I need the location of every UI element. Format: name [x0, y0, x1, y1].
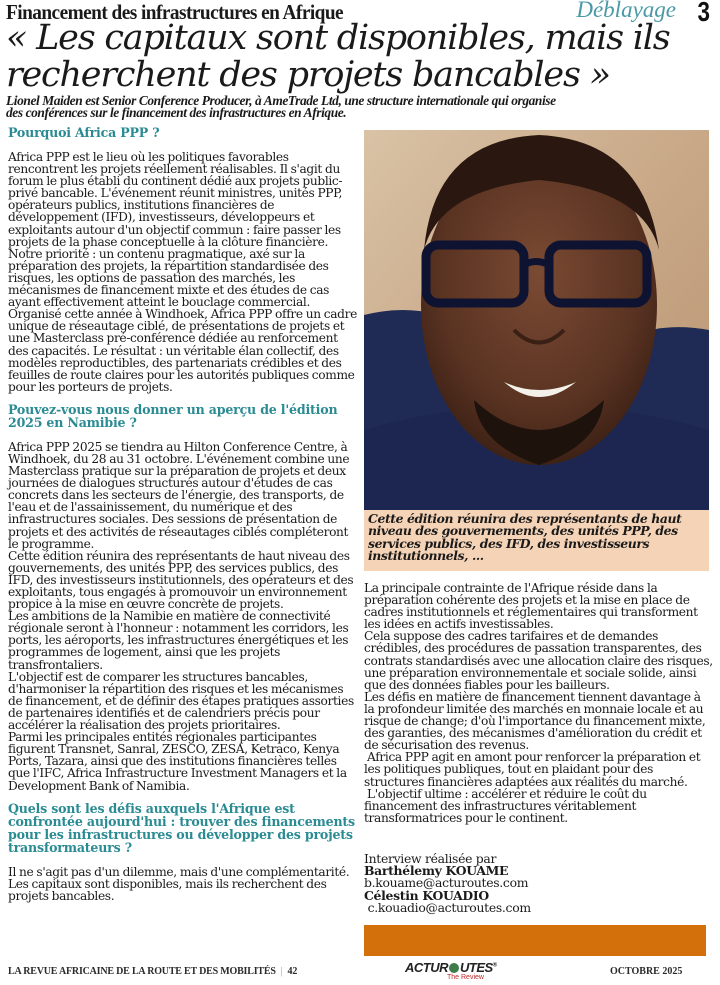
byline-intro: Interview réalisée par [364, 851, 497, 866]
right-paragraph-4: Africa PPP agit en amont pour renforcer la préparation et les politiques publiques, tout en plaidant pour des structures financières adaptées aux réalités du marché. [364, 750, 704, 789]
logo-text-1: ACTUR [405, 960, 448, 975]
footer-publication [8, 966, 297, 977]
answer-1: Africa PPP est le lieu où les politiques favorables rencontrent les projets réellement réalisables. Il s'agit du forum le plus établi du continent dédié aux projets public-privé bancable. L'événement réunit ministres, unités PPP, opérateurs publics, institutions financières de développement (IFD), investisseurs, développeurs et exploitants autour d'un objectif commun : faire passer les projets de la phase conceptuelle à la clôture financière. Notre priorité : un contenu pragmatique, axé sur la préparation des projets, la répartition standardisée des risques, les options de passation des marchés, les mécanismes de financement mixte et des études de cas ayant effectivement atteint le bouclage commercial. Organisé cette année à Windhoek, Africa PPP offre un cadre unique de réseautage ciblé, de présentations de projets et une Masterclass pré-conférence dédiée au renforcement des capacités. Le résultat : un véritable élan collectif, des modèles reproductibles, des partenariats crédibles et des feuilles de route claires pour les autorités publiques comme pour les porteurs de projets. [8, 150, 357, 394]
question-3: Quels sont les défis auxquels l'Afrique est confrontée aujourd'hui : trouver des financements pour les infrastructures ou développer des projets transformateurs ? [8, 800, 355, 855]
page-number: 3 [697, 0, 711, 27]
byline [364, 853, 714, 914]
question-1: Pourquoi Africa PPP ? [8, 125, 160, 140]
chapo [6, 95, 720, 119]
author-1: Barthélemy KOUAME [364, 863, 509, 879]
right-paragraph-2: Cela suppose des cadres tarifaires et de demandes crédibles, des procédures de passation transparentes, des contrats standardisés avec une allocation claire des risques, une préparation environnementale et sociale solide, ainsi que des données fiables pour les bailleurs. [364, 629, 713, 692]
chapo-line-1: Lionel Maiden est Senior Conference Producer, à AmeTrade Ltd, une structure internationale qui organise [6, 93, 556, 108]
answer-2-paragraph-4: L'objectif est de comparer les structures bancables, d'harmoniser la répartition des risques et les mécanismes de financement, et de définir des étapes pratiques assorties de partenaires identifiés et de calendriers précis pour accélérer la réalisation des projets prioritaires. [8, 669, 354, 733]
headline-line-1: « Les capitaux sont disponibles, mais ils [6, 18, 670, 58]
right-column [364, 582, 714, 824]
author-2: Célestin KOUADIO [364, 887, 489, 903]
answer-2-paragraph-5: Parmi les principales entités régionales participantes figurent Transnet, Sanral, ZESCO, ZESA, Ketraco, Kenya Ports, Tazara, ainsi que des institutions financières telles que l'IFC, Africa Infrastructure Investment Managers et la Development Bank of Namibia. [8, 730, 347, 793]
headline-line-2: recherchent des projets bancables » [6, 55, 610, 95]
question-2: Pouvez-vous nous donner un aperçu de l'édition 2025 en Namibie ? [8, 401, 338, 430]
kicker: Financement des infrastructures en Afrique [6, 0, 344, 24]
photo-caption: Cette édition réunira des représentants de haut niveau des gouvernements, des unités PPP, des services publics, des IFD, des investisseurs institutionnels, ... [364, 510, 709, 571]
rubric: Déblayage [576, 0, 676, 22]
author-1-email[interactable]: b.kouame@acturoutes.com [364, 875, 529, 891]
registered-mark: ® [492, 962, 497, 969]
logo-tagline: The Review [447, 974, 484, 981]
issue-date: OCTOBRE 2025 [610, 966, 683, 977]
logo-wordmark [405, 960, 495, 975]
publication-name: LA REVUE AFRICAINE DE LA ROUTE ET DES MOBILITÉS [8, 966, 276, 977]
chapo-line-2: des conférences sur le financement des infrastructures en Afrique. [6, 105, 347, 120]
logo-text-2: UTES [460, 960, 493, 975]
answer-2-paragraph-2: Cette édition réunira des représentants de haut niveau des gouvernements, des unités PPP, des services publics, des IFD, des investisseurs institutionnels, des opérateurs et des exploitants, tous engagés à promouvoir un environnement propice à la mise en œuvre concrète de projets. [8, 548, 354, 612]
author-2-email[interactable]: c.kouadio@acturoutes.com [364, 899, 531, 915]
portrait-illustration [364, 130, 709, 510]
answer-2-paragraph-1: Africa PPP 2025 se tiendra au Hilton Conference Centre, à Windhoek, du 28 au 31 octobre. L'événement combine une Masterclass pratique sur la préparation de projets et deux journées de dialogues structurés autour d'études de cas concrets dans les secteurs de l'énergie, des transports, de l'eau et de l'assainissement, du numérique et des infrastructures sociales. Des sessions de présentation de projets et des activités de réseautages ciblés compléteront le programme. [8, 439, 350, 551]
right-paragraph-1: La principale contrainte de l'Afrique réside dans la préparation cohérente des projets et la mise en place de cadres institutionnels et réglementaires qui transforment les idées en actifs investissables. [364, 581, 698, 632]
right-paragraph-3: Les défis en matière de financement tiennent davantage à la profondeur limitée des marchés en monnaie locale et au risque de change; d'où l'importance du financement mixte, des garanties, des mécanismes d'amélioration du crédit et de sécurisation des revenus. [364, 689, 706, 753]
acturoutes-logo [405, 960, 495, 985]
left-column [8, 126, 358, 902]
orange-banner [364, 925, 706, 956]
folio: 42 [287, 966, 298, 977]
footer-separator: | [280, 966, 283, 977]
headline [6, 20, 716, 94]
answer-2-paragraph-3: Les ambitions de la Namibie en matière de connectivité régionale seront à l'honneur : notamment les corridors, les ports, les aéroports, les infrastructures énergétiques et les programmes de logement, ainsi que les projets transfrontaliers. [8, 609, 349, 672]
portrait-photo [364, 130, 709, 510]
right-paragraph-5: L'objectif ultime : accélérer et réduire le coût du financement des infrastructures véritablement transformatrices pour le continent. [364, 786, 650, 825]
answer-3: Il ne s'agit pas d'un dilemme, mais d'une complémentarité. Les capitaux sont disponibles, mais ils recherchent des projets bancables. [8, 864, 350, 903]
globe-icon [449, 963, 459, 973]
